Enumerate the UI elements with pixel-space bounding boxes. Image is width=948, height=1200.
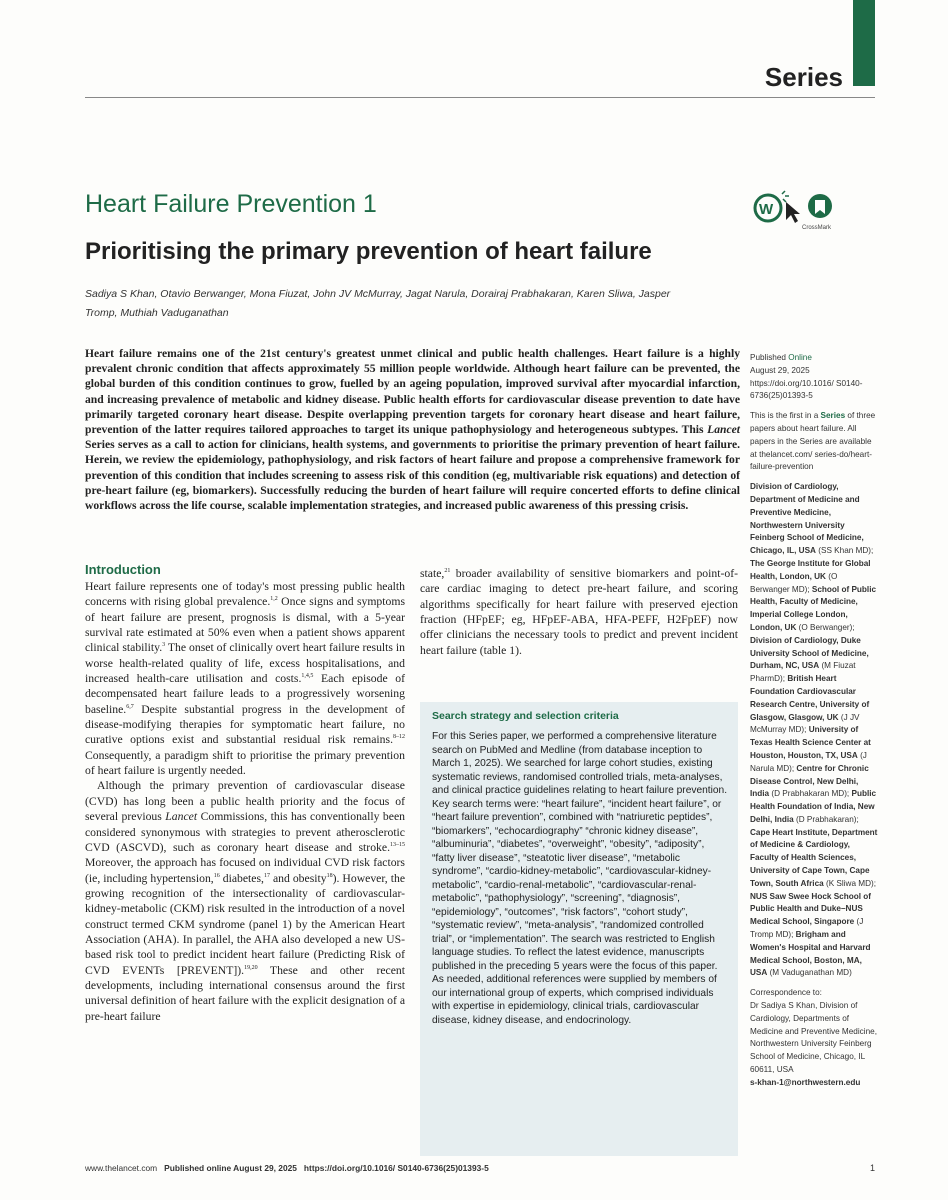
online-link[interactable]: Online <box>788 353 812 362</box>
abstract: Heart failure remains one of the 21st century's greatest unmet clinical and public health challenges. Heart failure is a highly prevalent chronic condition that affects approximately 55 million people worldwide. Although heart failure can be prevented, the global burden of this condition continues to grow, fuelled by an ageing population, improved survival after myocardial infarction, and increasing prevalence of metabolic and kidney disease. Public health efforts for cardiovascular disease prevention to date have primarily targeted coronary heart disease. Despite overlapping prevention targets for coronary heart disease and heart failure, prevention of the latter requires tailored approaches to target its unique pathophysiology and heterogeneous subtypes. This Lancet Series serves as a call to action for clinicians, health systems, and governments to prioritise the primary prevention of heart failure. Herein, we review the epidemiology, pathophysiology, and risk factors of heart failure and propose a comprehensive framework for prevention of this condition that includes screening to assess risk of this condition (eg, multivariable risk equations) and detection of pre-heart failure (eg, biomarkers). Successfully reducing the burden of heart failure will require concerted efforts to define clinical workflows across the life course, scalable implementation strategies, and increased public awareness of this pressing crisis. <box>85 347 740 513</box>
page-number: 1 <box>869 1163 875 1173</box>
panel-text: For this Series paper, we performed a comprehensive literature search on PubMed and Medline (from database inception to March 1, 2025). We searched for large cohort studies, existing systematic reviews, randomised controlled trials, meta-analyses, and clinical practice guidelines relating to heart failure prevention. Key search terms were: “heart failure”, “incident heart failure”, or “heart failure prevention”, combined with “natriuretic peptides”, “biomarkers”, “echocardiography” “chronic kidney disease”, “albuminuria”, “diabetes”, “overweight”, “obesity”, “adiposity”, “fatty liver disease”, “steatotic liver disease”, “metabolic syndrome”, “cardio-kidney-metabolic”, “cardiovascular-kidney-metabolic”, “cardio-renal-metabolic”, “cardiovascular-renal-metabolic”, “pathophysiology”, “screening”, “diagnosis”, “epidemiology”, “outcomes”, “risk factors”, “cohort study”, “systematic review”, “meta-analysis”, “randomized controlled trial”, or “implementation”. The search was restricted to English language studies. To reflect the latest evidence, manuscripts published in the preceding 5 years were the focus of this paper. As needed, additional references were supplied by members of our international group of experts, which comprised individuals with expertise in epidemiology, clinical trials, cardiovascular disease, kidney disease, and endocrinology. <box>432 731 728 1026</box>
series-link[interactable]: Series <box>820 411 846 421</box>
body-column-right <box>420 566 738 658</box>
page-footer: www.thelancet.com Published online August 29, 2025 https://doi.org/10.1016/ S0140-6736(25)01393-5 <box>85 1163 489 1173</box>
author-list: Sadiya S Khan, Otavio Berwanger, Mona Fiuzat, John JV McMurray, Jagat Narula, Dorairaj Prabhakaran, Karen Sliwa, Jasper Tromp, Muthiah Vaduganathan <box>85 288 671 319</box>
affiliations: Division of Cardiology, Department of Medicine and Preventive Medicine, Northwestern University Feinberg School of Medicine, Chicago, IL, USA (SS Khan MD); The George Institute for Global Health, London, UK (O Berwanger MD); School of Public Health, Faculty of Medicine, Imperial College London, London, UK (O Berwanger); Division of Cardiology, Duke University School of Medicine, Durham, NC, USA (M Fiuzat PharmD); British Heart Foundation Cardiovascular Research Centre, University of Glasgow, Glasgow, UK (J JV McMurray MD); University of Texas Health Science Center at Houston, Houston, TX, USA (J Narula MD); Centre for Chronic Disease Control, New Delhi, India (D Prabhakaran MD); Public Health Foundation of India, New Delhi, India (D Prabhakaran); Cape Heart Institute, Department of Medicine & Cardiology, Faculty of Health Sciences, University of Cape Town, Cape Town, South Africa (K Sliwa MD); NUS Saw Swee Hock School of Public Health and Duke–NUS Medical School, Singapore (J Tromp MD); Brigham and Women's Hospital and Harvard Medical School, Boston, MA, USA (M Vaduganathan MD) <box>750 482 878 978</box>
panel-heading: Search strategy and selection criteria <box>432 710 619 722</box>
article-sidebar <box>750 352 878 1097</box>
section-heading: Introduction <box>85 562 161 577</box>
site-link[interactable]: www.thelancet.com <box>85 1163 158 1173</box>
footer-doi-link[interactable]: https://doi.org/10.1016/ S0140-6736(25)01393-5 <box>303 1163 489 1173</box>
correspondence: Correspondence to: Dr Sadiya S Khan, Division of Cardiology, Departments of Medicine and Preventive Medicine, Northwestern University Feinberg School of Medicine, Chicago, IL 60611, USA s-khan-1@northwestern.edu <box>750 988 877 1087</box>
journal-name: Lancet <box>707 423 740 437</box>
body-column-left <box>85 562 405 1024</box>
series-title: Heart Failure Prevention 1 <box>85 190 377 218</box>
paragraph: state,$^{21}$ broader availability of sensitive biomarkers and point-of-care cardiac imaging to detect pre-heart failure, and scoring algorithms specifically for heart failure with preserved ejection fraction (HFpEF; eg, HFpEF-ABA, HFA-PEFF, H2FpEF) now offer clinicians the necessary tools to predict and prevent incident heart failure (table 1). <box>420 567 738 657</box>
publication-info: Published Online August 29, 2025 https://doi.org/10.1016/ S0140-6736(25)01393-5 <box>750 353 863 401</box>
updates-icon[interactable] <box>755 191 789 221</box>
cursor-icon <box>786 202 800 223</box>
crossmark-label: CrossMark <box>802 225 832 231</box>
crossmark-icon[interactable] <box>808 194 832 218</box>
doi-link[interactable]: https://doi.org/10.1016/ S0140-6736(25)01393-5 <box>750 378 863 401</box>
section-label: Series <box>764 62 843 92</box>
email-link[interactable]: s-khan-1@northwestern.edu <box>750 1077 861 1087</box>
search-strategy-panel <box>420 702 738 1156</box>
paragraph: Heart failure represents one of today's most pressing public health concerns with rising global prevalence.$^{1,2}$ Once signs and symptoms of heart failure are present, prognosis is dismal, with a 5-year survival rate estimated at 50% even when a patient shows apparent clinical stability.$^3$ The onset of clinically overt heart failure results in worse health-related quality of life, excess hospitalisations, and increased health-care utilisation and costs.$^{1,4,5}$ Each episode of decompensated heart failure leads to a progressively worsening baseline.$^{6,7}$ Despite substantial progress in the development of disease-modifying therapies for symptomatic heart failure, no curative options exist and substantial residual risk remains.$^{8-12}$ Consequently, a paradigm shift to prioritise the primary prevention of heart failure is urgently needed. <box>85 580 406 778</box>
paragraph: Although the primary prevention of cardiovascular disease (CVD) has long been a public health priority and the focus of several previous Lancet Commissions, this has conventionally been considered synonymous with strategies to prevent atherosclerotic CVD (ASCVD), such as coronary heart disease and stroke.$^{13-15}$ Moreover, the approach has focused on individual CVD risk factors (ie, including hypertension,$^{16}$ diabetes,$^{17}$ and obesity$^{18}$). However, the growing recognition of the intersectionality of cardiovascular-kidney-metabolic (CKM) risk resulted in the introduction of a novel construct termed CKM syndrome (panel 1) by the American Heart Association (AHA). In parallel, the AHA also developed a new US-based risk tool to predict incident heart failure (Predicting Risk of CVD EVENTs [PREVENT]).$^{19,20}$ These and other recent developments, including international consensus around the first universal definition of heart failure with the explicit designation of a pre-heart failure <box>85 779 406 1023</box>
article-title: Prioritising the primary prevention of heart failure <box>85 238 652 265</box>
series-note: This is the first in a Series of three papers about heart failure. All papers in the Series are available at thelancet.com/ series-do/heart-failure-prevention <box>750 411 876 472</box>
header-rule <box>85 97 875 98</box>
series-color-bar <box>853 0 875 86</box>
svg-text:W: W <box>759 201 774 218</box>
